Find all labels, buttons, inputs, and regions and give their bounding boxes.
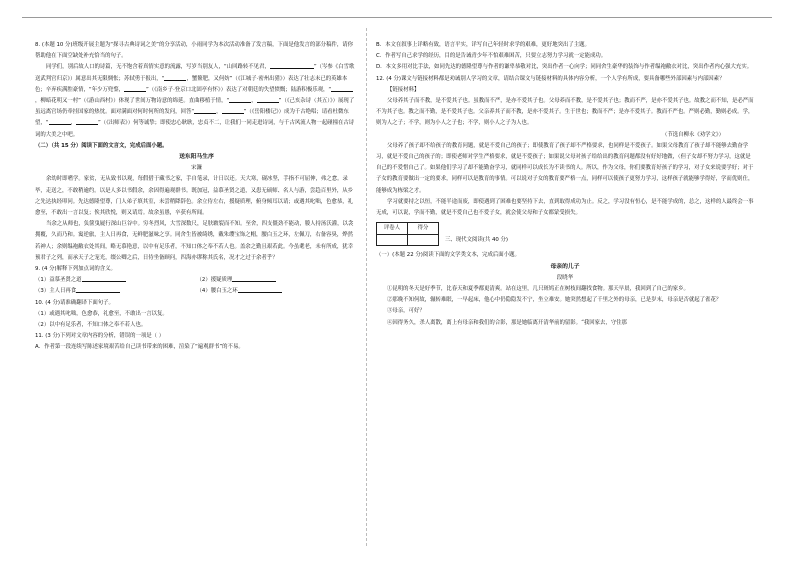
q8-blank-2[interactable] [164,74,186,81]
q8-blank-1[interactable] [270,62,314,69]
q9-answer-blank[interactable] [76,286,120,293]
passage-title: 送东阳马生序 [179,154,214,161]
q8-intro: 8. (本题 10 分)班级开展主题为“探寻古典诗词之美”的分享活动，小雨同学为本次活动准备了发言稿，下面是他发言的部分稿件，请你帮助他在下面空缺处补充恰当的句子。 [35,42,354,60]
q9-item: （2）援疑质理 [196,277,233,284]
link-material-label: 【链接材料】 [387,86,420,93]
score-header-points: 得分 [408,223,439,235]
q8-blank-7[interactable] [194,107,216,114]
passage-author: 宋濂 [191,165,202,172]
story-paragraph-1: ①昆明的冬天是好季节，比春天和夏季都更清爽。站在这里，几只斑鸠正在树枝间翻找食物。那天早晨，我回到了自己的家乡。 [387,286,689,293]
q8-blank-6[interactable] [257,96,279,103]
q9-item: （4）腰白玉之环 [196,288,238,295]
score-box [376,222,754,246]
story-author: 段晓华 [556,274,574,281]
story-paragraph-3: ③母亲，可好？ [387,308,425,315]
q8-blank-8[interactable] [222,107,244,114]
link-material-paragraph-2: 父母养了孩子却不给孩子的教育问题，就是不爱自己的孩子；即使教育了孩子却不严格要求，也同样是不爱孩子。如果父母教育了孩子却不能够去勤奋学习，就是不爱自己的孩子的；即使老师对学生严格要求，就是不爱孩子；如果说父母对孩子给给出的教育问题都没有好好地做，（但子女却不努力学习，这就是自己的不爱惜自己了。如果他们学习了却不能勤奋学习，就同样可以成长为不读书的人。所以，作为父母，你们要教育好孩子的学习，对子女来说要学好；对于子女的教育要做出一定的要求，同样可以是教育的事情。可以说对子女的教育要严格一点，同样可以使孩子更努力学习，这样孩子就能够学得好，学而优则仕，能够成为栋梁之才。 [376,142,754,194]
link-material-paragraph-3: 学习就要持之以恒，不能半途而废，即使遇到了困难也要坚持下去，直到取得成功为止。反之，学习没有恒心，是不能学成的，总之，这样的人最终会一事无成，可以说，学而不勤，就是不爱自己也不爱子女，就会使父母和子女都蒙受损失。 [376,198,754,217]
story-paragraph-2: ②那晚不知何故，辗转难眠，一早起床，他心中仍隐隐发不宁，坐立难安。她突然想起了千里之外的母亲，已是岁末，母亲是否就起了雀花？ [387,297,722,304]
question-11: 11. (3 分)下列对文章内容的分析，错误的一项是（ ） [35,333,165,340]
score-cell-points[interactable] [408,235,439,246]
q11-option-d: D．本文多用对比手法，如同先达的德隆望尊与作者的谦卑恭敬对比，突出作者一心向学；同同舍生豪华的装饰与作者缊袍敝衣对比，突出作者内心强大充实。 [376,64,753,71]
q11-option-b: B．本文在叙事上详略有致，语言平实，详写自己年轻时求学的艰难，更好地突出了主题。 [376,42,590,48]
q8-blank-10[interactable] [76,118,98,125]
header-rule [22,17,772,18]
q9-answer-blank[interactable] [82,275,126,282]
section-2-heading: （二）（共 15 分）阅读下面的文言文，完成后面小题。 [35,142,168,149]
q10-item: （2）以中有足乐者，不知口体之奉不若人也。 [35,322,147,329]
passage-paragraph-1: 余幼时即嗜学。家贫，无从致书以观，每假借于藏书之家，手自笔录，计日以还。天大寒，砚冰坚，手指不可屈伸，弗之怠。录毕，走送之，不敢稍逾约。以是人多以书假余，余因得遍观群书。既加冠，益慕圣贤之道，又患无硕师、名人与游，尝趋百里外，从乡之先达执经叩问。先达德隆望尊，门人弟子填其室，未尝稍降辞色。余立侍左右，援疑质理，俯身倾耳以请；或遇其叱咄，色愈恭，礼愈至，不敢出一言以复；俟其欣悦，则又请焉。故余虽愚，卒获有所闻。 [35,176,354,217]
question-10: 10. (4 分)请准确翻译下面句子。 [35,299,114,306]
q8-blank-4[interactable] [331,85,353,92]
passage-paragraph-2: 当余之从师也，负箧曳屣行深山巨谷中。穷冬烈风，大雪深数尺，足肤皲裂而不知。至舍，四支僵劲不能动，媵人持汤沃灌，以衾拥覆，久而乃和。寓逆旅，主人日再食，无鲜肥滋味之享。同舍生皆被绮绣，戴朱缨宝饰之帽，腰白玉之环，左佩刀，右备容臭，烨然若神人；余则缊袍敝衣处其间，略无慕艳意，以中有足乐者，不知口体之奉不若人也。盖余之勤且艰若此。今虽耄老，未有所成，犹幸预君子之列，而承天子之宠光，缀公卿之后，日侍坐备顾问，四海亦谬称其氏名，况才之过于余者乎？ [35,221,354,261]
right-column [376,40,754,329]
left-column [35,40,358,354]
q8-blank-5[interactable] [229,96,251,103]
q11-option-a: A．作者第一段连续写陈述家境艰苦给自己读书带来的困难，渲染了“遍观群书”的不易。 [35,344,244,351]
q9-row-2 [35,286,358,297]
q8-blank-3[interactable] [124,85,146,92]
q8-blank-9[interactable] [49,118,71,125]
story-title: 母亲的儿子 [550,263,580,270]
q9-answer-blank[interactable] [238,286,282,293]
column-divider [366,28,367,546]
q9-item: （1）益慕圣贤之道 [35,277,82,284]
score-table [376,222,439,246]
section-3-heading: 三、现代文阅读(共 40 分) [445,237,509,244]
question-9: 9. (4 分)解释下列加点词的含义。 [35,266,116,273]
section-3-sub-1: （一）(本题 22 分)阅读下面的文学类文本，完成后面小题。 [376,252,520,259]
link-material-source: （节选自柳永《劝学文》） [662,131,724,138]
q9-answer-blank[interactable] [232,275,276,282]
q8-passage: 同学们，别后故人口的诗篇，无不饱含着真情实意的流露，写岁当别友人，“山回路转不见君， ”（岑参《白雪歌送武判官归京》）属意出其无限惆怅；苏轼勇于报出，“ ，蟹鳌肥，又何妨”（《江城子·密州出猎》）表达了壮志未已的英雄本色；辛弃疾满腔豪情，“年少万兜鍪， ”（《南乡子·登京口北固亭有怀》）表达了对朝廷的失望愤慨；陆游积极乐观，“，柳暗花明又一村”（《游山西村》）体现了世间万物诗意的绵延。直曲移植于情，“ ， ”（《己亥杂诗（其五）》）展现了虽远离官场仍牵挂国家的热忱。面对满面对何时何所的发问，回答“ ， ”（《岳阳楼记》）成为千古绝唱；请看杜微东望，“ ， ”（《出师表》）何等诚挚；即使忠心耿耿，忠贞不二，让我们一同走进诗词，与千古风流人物一起碰撞在古诗词的大美之中吧。 [35,64,355,138]
question-12: 12. (4 分)课文与链接材料都是劝诫别人学习的文章，请结合课文与链接材料的具体内容分析，一个人学有所成，要具备哪些外部因素与内部因素？ [376,75,725,82]
q9-row-1 [35,275,358,286]
q11-option-c: C．作者写自己求学的经历，目的是告诫青少年不怕艰难困苦，只要立志努力学习就一定能成功。 [376,53,607,60]
q9-item: （3）主人日再食 [35,288,77,295]
story-paragraph-4: ④因得务久，杀人离散，离上有母亲和我们的合影，那是她临离开清华前的留影。“我回家去，守住那 [387,319,627,326]
link-material-paragraph-1: 父母养其子而不教，是不爱其子也。虽教而不严，是亦不爱其子也。父母养而不教，是不爱其子也；教而不严，是亦不爱其子也。故教之而不知，是必严而不为其子也。教之而不勤，是不爱其子也。父亲养其子而不教，是亦不爱其子。生于世也；教而不严；是亦不爱其子。教而不严也。严则必勤，勤则必成。学，则为人之子；不学，则为小人之子也；不学，则小人之子为人也。 [376,98,754,127]
score-header-grader: 评卷人 [377,223,408,235]
score-cell-grader[interactable] [377,235,408,246]
q10-item: （1）或遇其叱咄，色愈恭，礼愈至，不敢出一言以复。 [35,310,168,317]
